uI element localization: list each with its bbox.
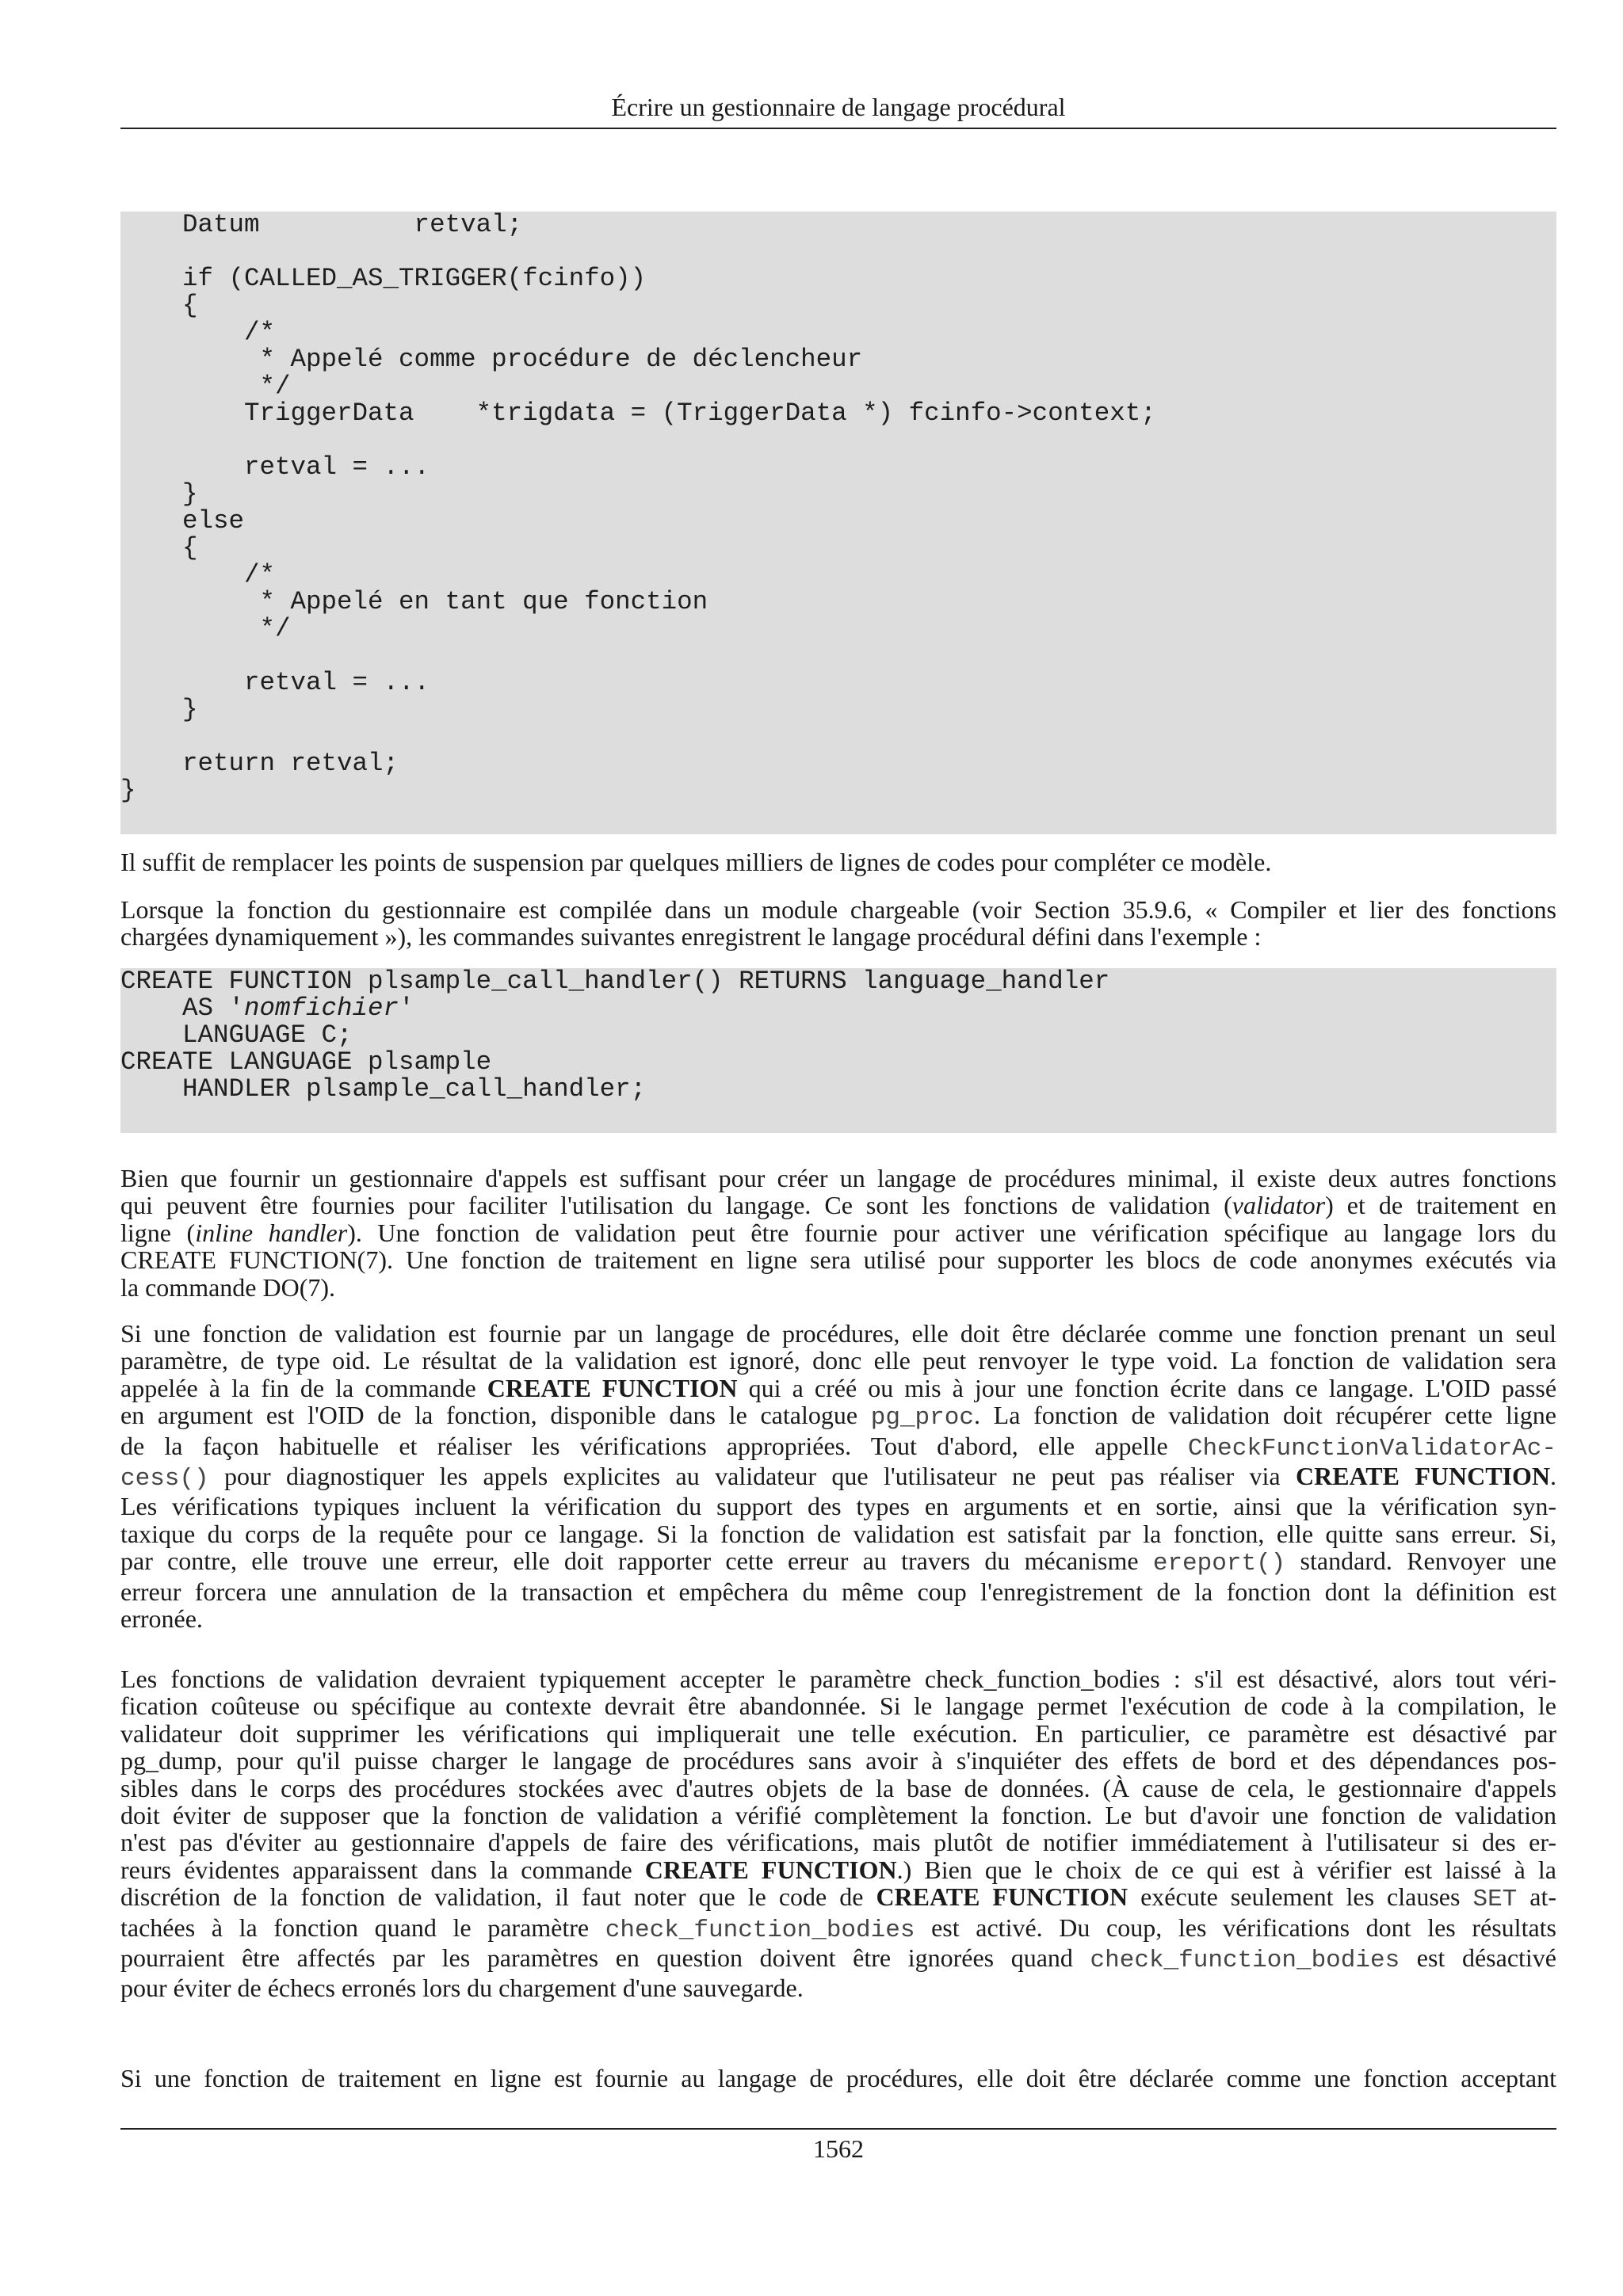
paragraph-line: pour éviter de échecs erronés lors du chargement d'une sauvegarde. [120,1974,804,2003]
code-line [120,995,1556,1022]
paragraph-line: n'est pas d'éviter au gestionnaire d'appels de faire des vérifications, mais plutôt de notifier immédiatement à l'utilisateur si des er- [120,1828,1556,1857]
paragraph-line: CREATE FUNCTION(7). Une fonction de traitement en ligne sera utilisé pour supporter les blocs de code anonymes exécutés via [120,1245,1556,1275]
code-line: { [120,533,198,563]
text-run: ) et de traitement en [1325,1191,1557,1220]
text-run: en argument est l'OID de la fonction, disponible dans le catalogue [120,1401,871,1430]
text-run: qui a créé ou mis à jour une fonction écrite dans ce langage. L'OID passé [737,1373,1557,1402]
text-run: discrétion de la fonction de validation, il faut noter que le code de [120,1882,876,1912]
paragraph-line [120,1547,1556,1577]
code-line: /* [120,560,276,589]
code-line: LANGUAGE C; [120,1020,353,1050]
code-line: TriggerData *trigdata = (TriggerData *) fcinfo->context; [120,399,1156,428]
paragraph-line: erreur forcera une annulation de la transaction et empêchera du même coup l'enregistrement de la fonction dont la définition est [120,1577,1556,1606]
text-run: . La fonction de validation doit récupérer cette ligne [973,1401,1557,1430]
paragraph-line: erronée. [120,1604,203,1634]
paragraph-line: pg_dump, pour qu'il puisse charger le langage de procédures sans avoir à s'inquiéter des effets de bord et des dépendances pos- [120,1746,1556,1775]
inline-code: CheckFunctionValidatorAc- [1187,1434,1556,1463]
paragraph-inline-handler [120,2065,1556,2092]
emphasis: validator [1232,1191,1326,1220]
emphasis: inline handler [195,1218,348,1247]
inline-code: pg_proc [870,1404,974,1432]
header-divider [120,128,1556,129]
paragraph-line [120,1192,1556,1219]
command-name: CREATE FUNCTION [1295,1462,1551,1491]
inline-code: SET [1472,1886,1518,1914]
paragraph-line [120,1883,1556,1913]
text-run: tachées à la fonction quand le paramètre [120,1913,605,1942]
code-line: Datum retval; [120,210,523,239]
paragraph-line: validateur doit supprimer les vérifications qui impliquerait une telle exécution. En particulier, ce paramètre est désactivé par [120,1718,1556,1748]
code-block-trigger-handler [120,212,1556,834]
code-placeholder: nomfichier [244,994,399,1023]
code-block-create-language [120,968,1556,1133]
paragraph-line: Bien que fournir un gestionnaire d'appels est suffisant pour créer un langage de procédures minimal, il existe deux autres fonctions [120,1164,1556,1192]
paragraph-line: Il suffit de remplacer les points de suspension par quelques milliers de lignes de codes pour compléter ce modèle. [120,848,1272,876]
text-run: est désactivé [1400,1943,1557,1973]
code-fragment: AS ' [120,994,245,1023]
paragraph-template-note [120,849,1556,875]
code-line: * Appelé comme procédure de déclencheur [120,345,863,374]
text-run: pourraient être affectés par les paramètres en question doivent être ignorées quand [120,1943,1090,1973]
paragraph-check-function-bodies [120,1665,1556,2002]
code-line: CREATE FUNCTION plsample_call_handler() RETURNS language_handler [120,967,1110,996]
paragraph-line: Si une fonction de validation est fournie par un langage de procédures, elle doit être déclarée comme une fonction prenant un seul [120,1319,1556,1348]
code-line: /* [120,318,276,347]
text-run: ligne ( [120,1218,196,1247]
paragraph-line [120,1944,1556,1974]
page-number: 1562 [813,2134,864,2163]
code-line: return retval; [120,749,399,778]
inline-code: ereport() [1152,1550,1286,1578]
code-line: } [120,479,198,509]
code-line: * Appelé en tant que fonction [120,587,708,616]
paragraph-line: chargées dynamiquement »), les commandes suivantes enregistrent le langage procédural défini dans l'exemple : [120,922,1262,952]
code-line: */ [120,372,291,401]
code-line: */ [120,614,291,643]
text-run: est activé. Du coup, les vérifications dont les résultats [915,1913,1557,1942]
command-name: CREATE FUNCTION [644,1855,897,1884]
code-line: CREATE LANGUAGE plsample [120,1047,492,1077]
text-run: appelée à la fin de la commande [120,1373,487,1402]
code-line: else [120,506,245,536]
code-line [120,238,1556,265]
text-run: .) Bien que le choix de ce qui est à vérifier est laissé à la [896,1855,1557,1884]
paragraph-register-language [120,896,1556,951]
text-run: . [1550,1462,1557,1491]
command-name: CREATE FUNCTION [876,1882,1128,1912]
inline-code: check_function_bodies [605,1916,915,1944]
paragraph-line: Les fonctions de validation devraient typiquement accepter le paramètre check_function_bodies : s'il est désactivé, alors tout véri- [120,1665,1556,1693]
text-run: reurs évidentes apparaissent dans la commande [120,1855,645,1884]
code-line: HANDLER plsample_call_handler; [120,1074,647,1104]
code-line: } [120,695,198,724]
code-line: retval = ... [120,452,430,482]
paragraph-line: fication coûteuse ou spécifique au contexte devrait être abandonnée. Si le langage permet l'exécution de code à la compilation, le [120,1691,1556,1721]
text-run: qui peuvent être fournies pour faciliter l'utilisation du langage. Ce sont les fonctions de validation ( [120,1191,1232,1220]
command-name: CREATE FUNCTION [487,1373,738,1402]
text-run: de la façon habituelle et réaliser les vérifications appropriées. Tout d'abord, elle appelle [120,1431,1188,1460]
code-line: } [120,776,136,805]
paragraph-line: sibles dans le corps des procédures stockées avec d'autres objets de la base de données. (À cause de cela, le gestionnaire d'appels [120,1773,1556,1802]
inline-code: check_function_bodies [1090,1947,1400,1975]
code-line [120,427,1556,454]
text-run: ). Une fonction de validation peut être fournie pour activer une vérification spécifique au langage lors du [347,1218,1557,1247]
paragraph-line [120,1402,1556,1432]
paragraph-line [120,1914,1556,1944]
paragraph-line: Si une fonction de traitement en ligne est fournie au langage de procédures, elle doit être déclarée comme une fonction acceptant [120,2064,1556,2092]
footer-divider [120,2128,1556,2130]
paragraph-line: paramètre, de type oid. Le résultat de la validation est ignoré, donc elle peut renvoyer le type void. La fonction de validation sera [120,1346,1556,1375]
paragraph-line [120,1432,1556,1463]
code-listing [120,212,1556,804]
paragraph-line [120,1375,1556,1402]
paragraph-line: doit éviter de supposer que la fonction de validation a vérifié complètement la fonction. Le but d'avoir une fonction de validation [120,1801,1556,1830]
code-line: retval = ... [120,668,430,697]
paragraph-line: taxique du corps de la requête pour ce langage. Si la fonction de validation est satisfait par la fonction, elle quitte sans erreur. Si, [120,1519,1556,1548]
code-line: { [120,291,198,320]
code-line [120,643,1556,669]
paragraph-validator-function [120,1320,1556,1632]
paragraph-validator-inline [120,1165,1556,1301]
running-header: Écrire un gestionnaire de langage procédural [611,93,1066,121]
paragraph-line [120,1856,1556,1883]
code-line [120,723,1556,750]
paragraph-line: Lorsque la fonction du gestionnaire est compilée dans un module chargeable (voir Section 35.9.6, « Compiler et lier des fonctions [120,895,1556,924]
paragraph-line: la commande DO(7). [120,1272,336,1302]
code-listing [120,968,1556,1103]
text-run: standard. Renvoyer une [1285,1547,1557,1576]
paragraph-line [120,1463,1556,1493]
paragraph-line [120,1219,1556,1246]
text-run: par contre, elle trouve une erreur, elle doit rapporter cette erreur au travers du mécanisme [120,1547,1153,1576]
inline-code: cess() [120,1465,209,1493]
paragraph-line: Les vérifications typiques incluent la vérification du support des types en arguments et en sortie, ainsi que la vérification syn- [120,1492,1556,1521]
code-line: if (CALLED_AS_TRIGGER(fcinfo)) [120,264,647,293]
text-run: exécute seulement les clauses [1128,1882,1473,1912]
code-fragment: ' [399,994,414,1023]
text-run: at- [1517,1882,1557,1912]
text-run: pour diagnostiquer les appels explicites au validateur que l'utilisateur ne peut pas réaliser via [208,1462,1296,1491]
